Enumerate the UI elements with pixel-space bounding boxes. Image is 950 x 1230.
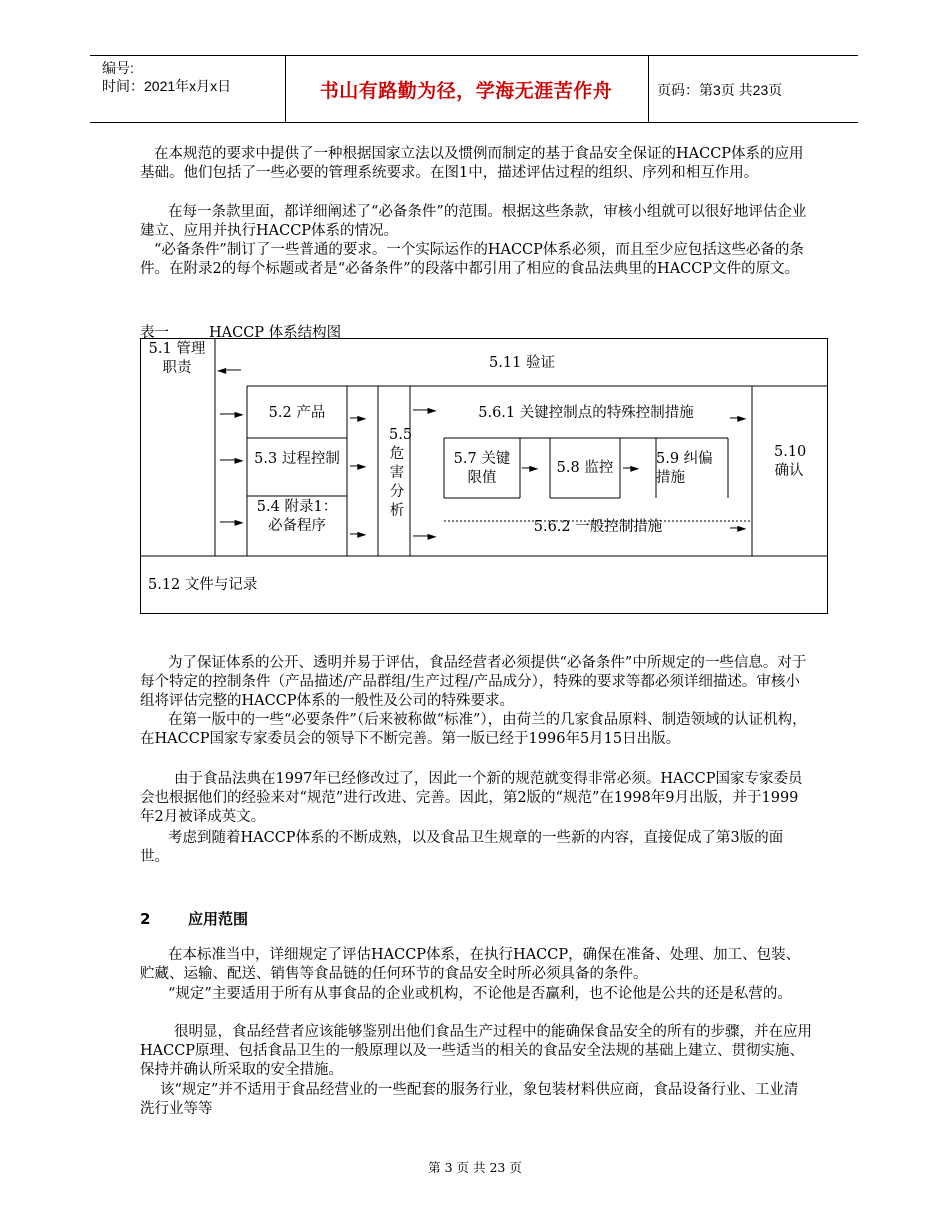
- box-hazard-analysis: 5.5危害分析: [389, 427, 413, 519]
- section-paragraph: “规定”主要适用于所有从事食品的企业或机构，不论他是否赢利，也不论他是公共的还是私营的。: [168, 986, 792, 1002]
- box-ccp-control-measures: 5.6.1 关键控制点的特殊控制措施: [478, 405, 694, 421]
- arrow-right-icon: ─►: [522, 461, 539, 475]
- arrow-right-icon: ─►: [730, 521, 747, 535]
- arrow-right-icon: ──►: [413, 529, 437, 543]
- intro-paragraph: 在每一条款里面，都详细阐述了“必备条件”的范围。根据这些条款，审核小组就可以很好地评估企业建立、应用并执行HACCP体系的情况。: [140, 204, 807, 239]
- arrow-right-icon: ──►: [220, 453, 244, 467]
- section-number: 2: [140, 910, 151, 928]
- box-process-control: 5.3 过程控制: [254, 451, 340, 467]
- arrow-right-icon: ──►: [413, 403, 437, 417]
- box-documents-records: 5.12 文件与记录: [148, 577, 258, 593]
- arrow-right-icon: ─►: [350, 459, 367, 473]
- box-management-responsibility: 5.1 管理职责: [148, 341, 206, 376]
- section-heading: [140, 908, 248, 929]
- arrow-right-icon: ──►: [220, 515, 244, 529]
- header-number-label: 编号:: [102, 60, 134, 76]
- arrow-right-icon: ─►: [350, 527, 367, 541]
- arrow-right-icon: ─►: [350, 411, 367, 425]
- table-caption-title: HACCP 体系结构图: [209, 325, 342, 341]
- page-footer: 第 3 页 共 23 页: [428, 1160, 522, 1175]
- body-paragraph: 在第一版中的一些“必要条件”（后来被称做“标准”），由荷兰的几家食品原料、制造领域的认证机构，在HACCP国家专家委员会的领导下不断完善。第一版已经于1996年5月15日出版。: [140, 712, 807, 747]
- header-divider: [648, 56, 649, 122]
- section-paragraph: 在本标准当中，详细规定了评估HACCP体系，在执行HACCP，确保在准备、处理、加工、包装、贮藏、运输、配送、销售等食品链的任何环节的食品安全时所必须具备的条件。: [140, 947, 801, 982]
- box-monitoring: 5.8 监控: [556, 460, 614, 476]
- header-time-label: 时间：2021年x月x日: [102, 78, 232, 94]
- box-appendix-prerequisites: 5.4 附录1：必备程序: [256, 499, 338, 534]
- table-caption-label: 表一: [140, 325, 169, 341]
- arrow-right-icon: ──►: [220, 407, 244, 421]
- arrow-left-icon: ◄──: [217, 363, 241, 377]
- body-paragraph: 由于食品法典在1997年已经修改过了，因此一个新的规范就变得非常必须。HACCP国家专家委员会也根据他们的经验来对“规范”进行改进、完善。因此，第2版的“规范”在1998年9月出版，并于1999年2月被译成英文。: [140, 771, 803, 825]
- body-paragraph: 考虑到随着HACCP体系的不断成熟，以及食品卫生规章的一些新的内容，直接促成了第3版的面世。: [140, 830, 784, 865]
- box-general-control-measures: 5.6.2 一般控制措施: [533, 519, 663, 535]
- haccp-structure-diagram: [140, 338, 828, 614]
- body-paragraph: 为了保证体系的公开、透明并易于评估，食品经营者必须提供“必备条件”中所规定的一些信息。对于每个特定的控制条件（产品描述/产品群组/生产过程/产品成分），特殊的要求等都必须详细描述。审核小组将评估完整的HACCP体系的一般性及公司的特殊要求。: [140, 655, 807, 709]
- box-corrective-actions: 5.9 纠偏措施: [656, 451, 713, 486]
- header-motto: 书山有路勤为径，学海无涯苦作舟: [319, 80, 613, 102]
- page-header: [90, 55, 858, 123]
- section-paragraph: 很明显，食品经营者应该能够鉴别出他们食品生产过程中的能确保食品安全的所有的步骤，并在应用HACCP原理、包括食品卫生的一般原理以及一些适当的相关的食品安全法规的基础上建立、贯彻实施、保持并确认所采取的安全措施。: [140, 1024, 812, 1078]
- arrow-right-icon: ─►: [623, 461, 640, 475]
- section-paragraph: 该“规定”并不适用于食品经营业的一些配套的服务行业，象包装材料供应商，食品设备行业、工业清洗行业等等: [140, 1082, 799, 1117]
- arrow-right-icon: ─►: [730, 411, 747, 425]
- box-critical-limits: 5.7 关键限值: [453, 451, 511, 486]
- section-title: 应用范围: [188, 910, 249, 928]
- header-page-label: 页码：第3页 共23页: [657, 82, 783, 98]
- box-product: 5.2 产品: [268, 405, 326, 421]
- box-verification: 5.11 验证: [489, 355, 555, 371]
- intro-paragraph: 在本规范的要求中提供了一种根据国家立法以及惯例而制定的基于食品安全保证的HACCP体系的应用基础。他们包括了一些必要的管理系统要求。在图1中，描述评估过程的组织、序列和相互作用。: [140, 146, 804, 181]
- box-confirmation: 5.10确认: [774, 444, 807, 479]
- header-meta: [102, 59, 231, 95]
- intro-paragraph: “必备条件”制订了一些普通的要求。一个实际运作的HACCP体系必须，而且至少应包括这些必备的条件。在附录2的每个标题或者是“必备条件”的段落中都引用了相应的食品法典里的HACCP文件的原文。: [140, 242, 804, 277]
